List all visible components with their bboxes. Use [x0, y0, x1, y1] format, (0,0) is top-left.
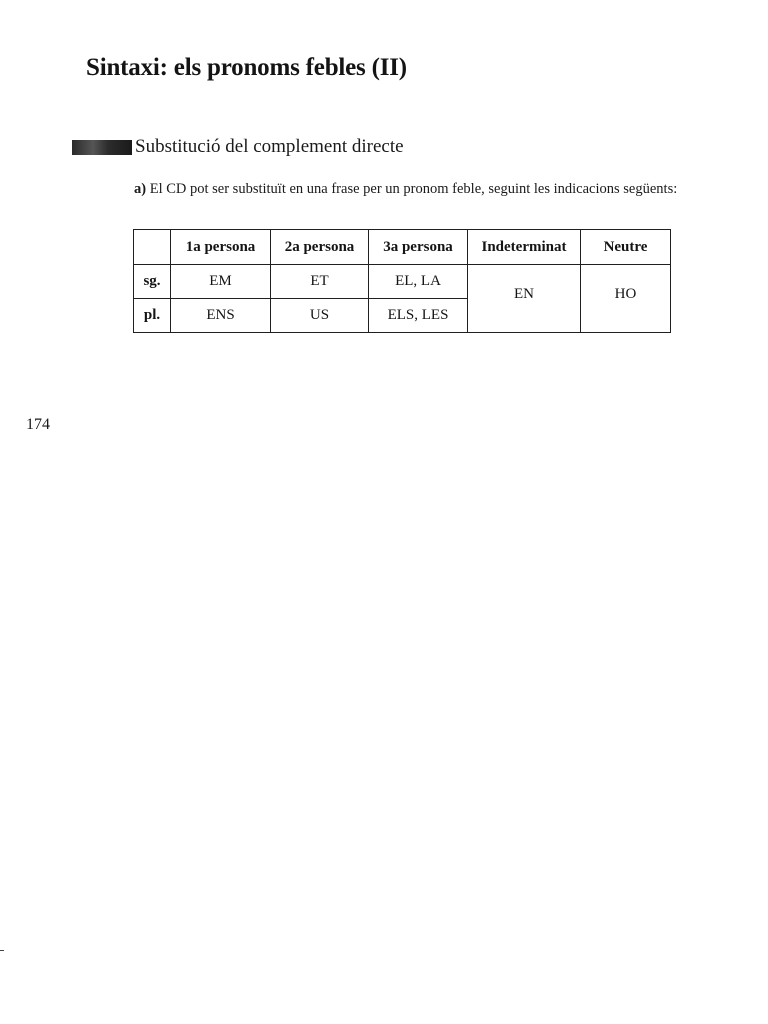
intro-paragraph — [134, 180, 679, 199]
table-cell: ELS, LES — [369, 299, 468, 333]
table-header-corner — [134, 230, 171, 265]
table-cell: EL, LA — [369, 265, 468, 299]
section-marker-bar — [72, 140, 132, 155]
table-cell-neutre: HO — [581, 265, 671, 333]
paragraph-label: a) — [134, 181, 147, 197]
table-row-singular — [134, 265, 671, 299]
page-number: 174 — [26, 416, 50, 433]
table-header-2a-persona: 2a persona — [271, 230, 369, 265]
table-header-3a-persona: 3a persona — [369, 230, 468, 265]
table-cell: ENS — [171, 299, 271, 333]
table-header-indeterminat: Indeterminat — [468, 230, 581, 265]
table-header-row — [134, 230, 671, 265]
table-cell: EM — [171, 265, 271, 299]
table-cell-indeterminat: EN — [468, 265, 581, 333]
row-label-plural: pl. — [134, 299, 171, 333]
table-header-neutre: Neutre — [581, 230, 671, 265]
table-header-1a-persona: 1a persona — [171, 230, 271, 265]
paragraph-text: El CD pot ser substituït en una frase per un pronom feble, seguint les indicacions següents: — [146, 181, 678, 197]
table-cell: US — [271, 299, 369, 333]
section-heading — [72, 136, 404, 158]
row-label-singular: sg. — [134, 265, 171, 299]
section-heading-text: Substitució del complement directe — [135, 136, 404, 157]
pronoun-table — [133, 229, 671, 333]
scan-edge-mark — [0, 950, 4, 951]
page-title: Sintaxi: els pronoms febles (II) — [86, 54, 407, 81]
table-cell: ET — [271, 265, 369, 299]
